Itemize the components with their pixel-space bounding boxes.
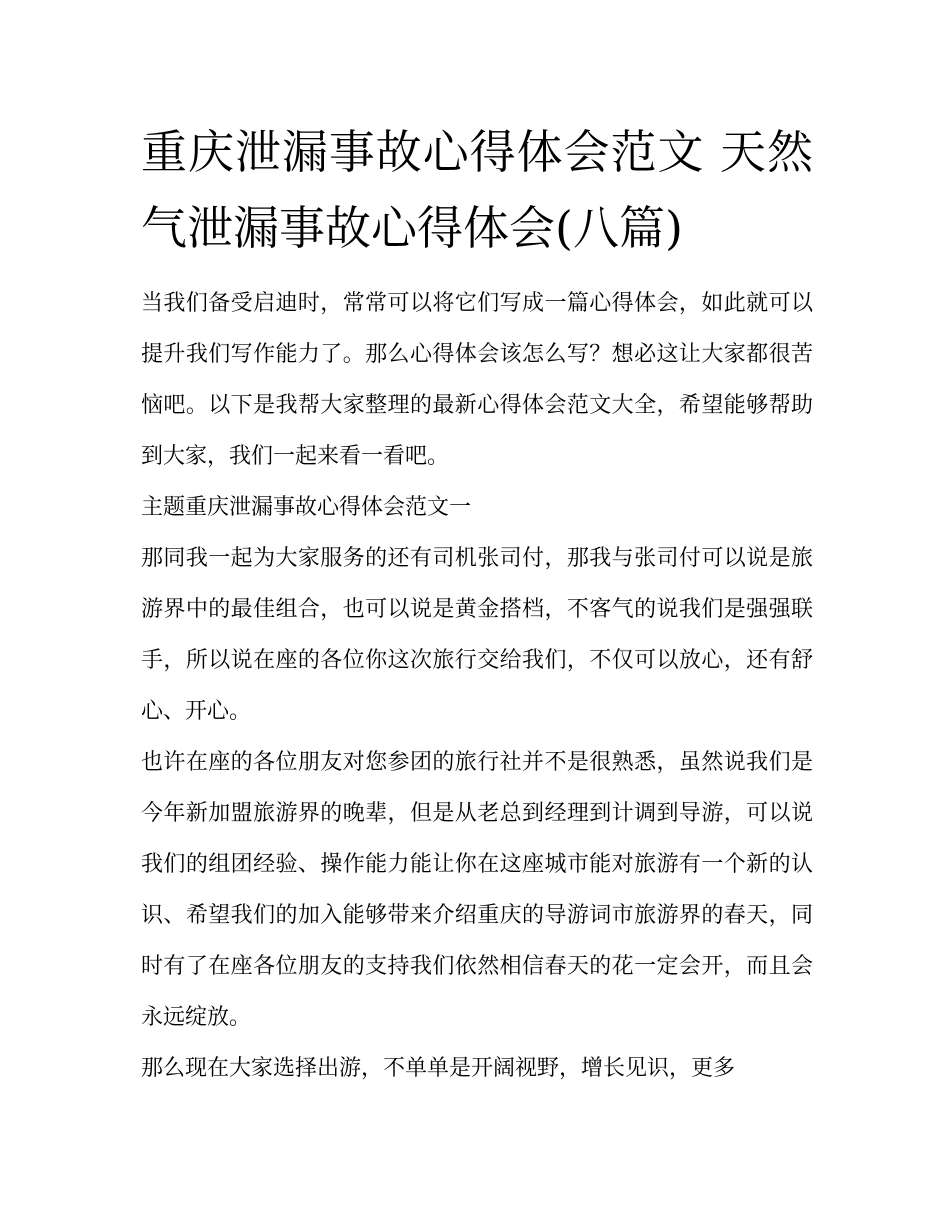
body-paragraph-2: 也许在座的各位朋友对您参团的旅行社并不是很熟悉，虽然说我们是今年新加盟旅游界的晚辈，但是从老总到经理到计调到导游，可以说我们的组团经验、操作能力能让你在这座城市能对旅游有一个新的认识、希望我们的加入能够带来介绍重庆的导游词市旅游界的春天，同时有了在座各位朋友的支持我们依然相信春天的花一定会开，而且会永远绽放。 (141, 750, 813, 1030)
document-title: 重庆泄漏事故心得体会范文 天然气泄漏事故心得体会(八篇) (141, 125, 813, 255)
title-block (141, 114, 813, 266)
intro-paragraph: 当我们备受启迪时，常常可以将它们写成一篇心得体会，如此就可以提升我们写作能力了。那么心得体会该怎么写？想必这让大家都很苦恼吧。以下是我帮大家整理的最新心得体会范文大全，希望能够帮助到大家，我们一起来看一看吧。 (141, 291, 813, 469)
body-paragraph-1: 那同我一起为大家服务的还有司机张司付，那我与张司付可以说是旅游界中的最佳组合，也可以说是黄金搭档，不客气的说我们是强强联手，所以说在座的各位你这次旅行交给我们，不仅可以放心，还有舒心、开心。 (141, 546, 813, 724)
document-content (141, 114, 813, 1094)
section-heading: 主题重庆泄漏事故心得体会范文一 (141, 495, 472, 520)
body-paragraph-3: 那么现在大家选择出游，不单单是开阔视野，增长见识，更多 (141, 1056, 736, 1081)
